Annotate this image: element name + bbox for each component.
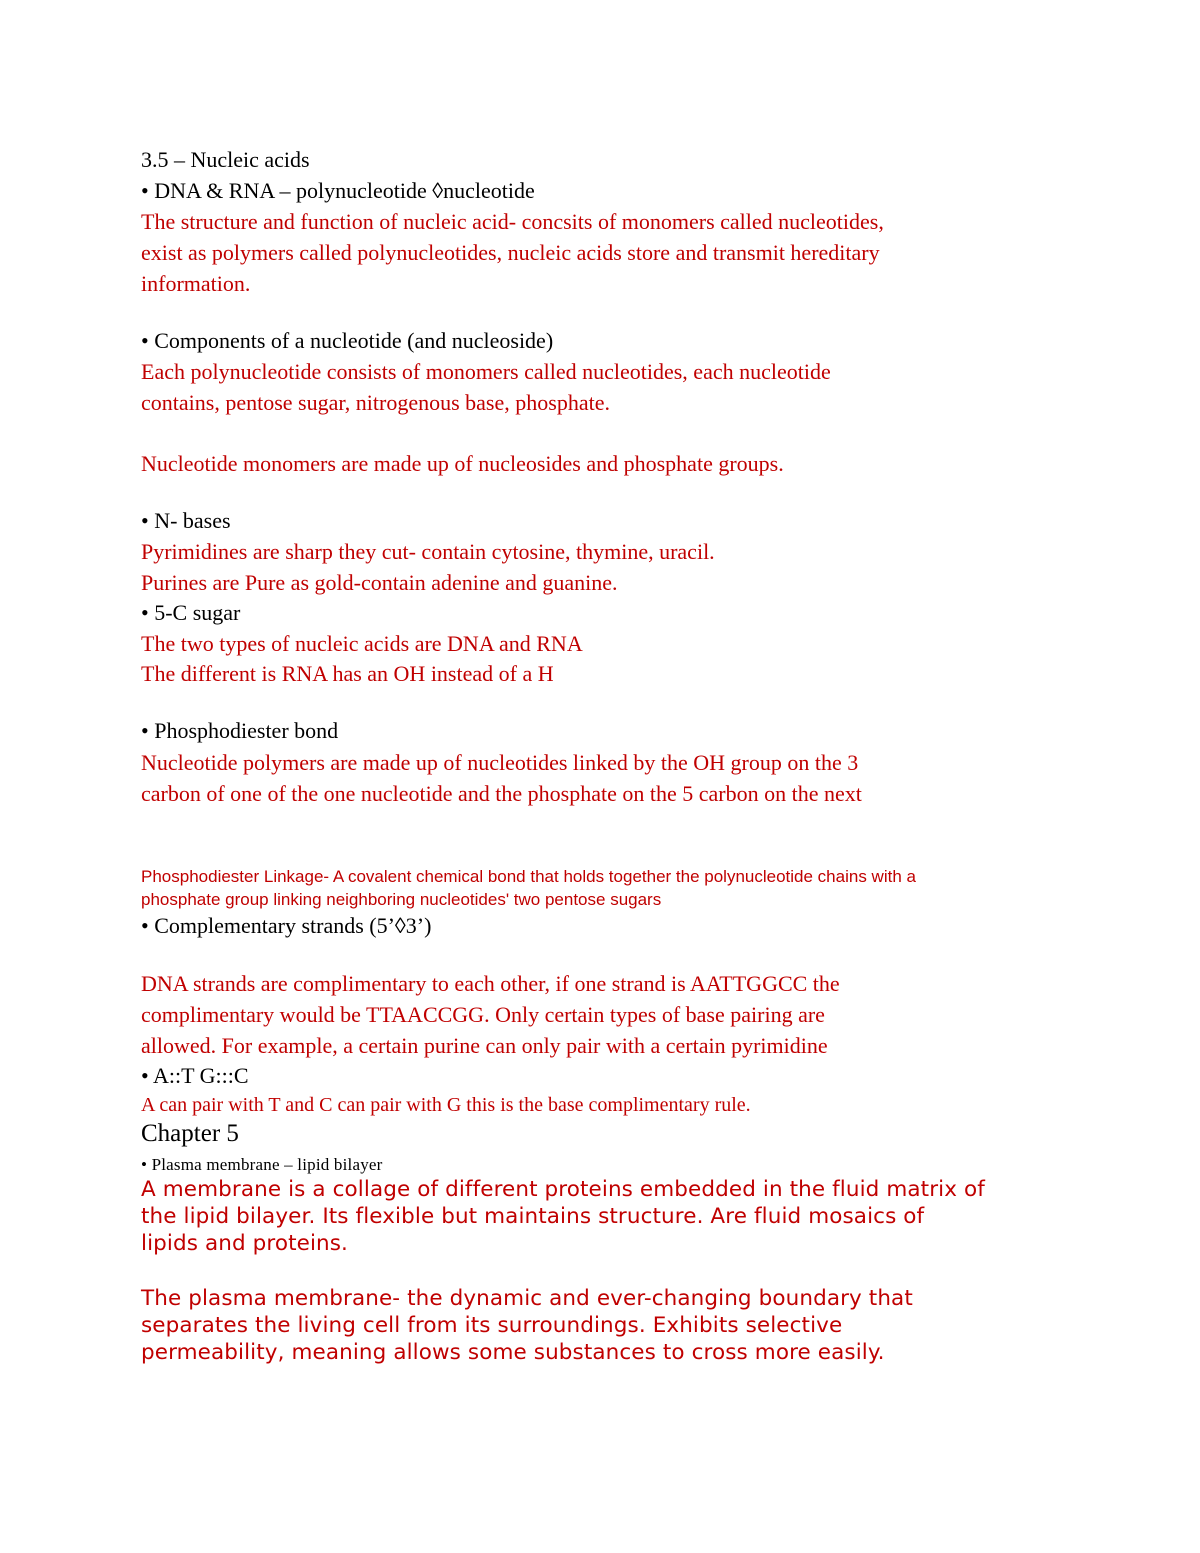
bullet-n-bases: • N- bases <box>141 508 231 533</box>
plasma-line: The plasma membrane- the dynamic and ever-changing boundary that <box>141 1286 913 1311</box>
structure-function-line: exist as polymers called polynucleotides, nucleic acids store and transmit hereditary <box>141 240 880 265</box>
complementary-line: DNA strands are complimentary to each other, if one strand is AATTGGCC the <box>141 971 840 996</box>
bullet-sugar: • 5-C sugar <box>141 600 241 625</box>
plasma-line: separates the living cell from its surroundings. Exhibits selective <box>141 1313 843 1338</box>
linkage-line: phosphate group linking neighboring nucleotides' two pentose sugars <box>141 890 662 909</box>
chapter-title: Chapter 5 <box>141 1120 239 1147</box>
n-bases-line: Pyrimidines are sharp they cut- contain cytosine, thymine, uracil. <box>141 539 715 564</box>
structure-function-line: The structure and function of nucleic acid- concsits of monomers called nucleotides, <box>141 209 884 234</box>
linkage-line: Phosphodiester Linkage- A covalent chemical bond that holds together the polynucleotide chains with a <box>141 867 916 886</box>
bullet-complementary: • Complementary strands (5’◊3’) <box>141 913 432 938</box>
monomers-line: Nucleotide monomers are made up of nucleosides and phosphate groups. <box>141 451 784 476</box>
bullet-pairs: • A::T G:::C <box>141 1063 249 1088</box>
sugar-line: The different is RNA has an OH instead of a H <box>141 661 554 686</box>
bullet-phosphodiester: • Phosphodiester bond <box>141 718 339 743</box>
sugar-line: The two types of nucleic acids are DNA and RNA <box>141 631 583 656</box>
bullet-components: • Components of a nucleotide (and nucleoside) <box>141 328 554 353</box>
membrane-line: lipids and proteins. <box>141 1231 348 1256</box>
bullet-dna-rna: • DNA & RNA – polynucleotide ◊nucleotide <box>141 178 535 203</box>
n-bases-line: Purines are Pure as gold-contain adenine and guanine. <box>141 570 618 595</box>
membrane-line: the lipid bilayer. Its flexible but maintains structure. Are fluid mosaics of <box>141 1204 925 1229</box>
components-line: contains, pentose sugar, nitrogenous base, phosphate. <box>141 390 610 415</box>
phosphodiester-line: carbon of one of the one nucleotide and the phosphate on the 5 carbon on the next <box>141 781 862 806</box>
complementary-line: complimentary would be TTAACCGG. Only certain types of base pairing are <box>141 1002 825 1027</box>
pairs-line: A can pair with T and C can pair with G this is the base complimentary rule. <box>141 1094 751 1116</box>
structure-function-line: information. <box>141 271 251 296</box>
phosphodiester-line: Nucleotide polymers are made up of nucleotides linked by the OH group on the 3 <box>141 750 859 775</box>
plasma-line: permeability, meaning allows some substances to cross more easily. <box>141 1340 885 1365</box>
complementary-line: allowed. For example, a certain purine can only pair with a certain pyrimidine <box>141 1033 828 1058</box>
section-title: 3.5 – Nucleic acids <box>141 147 310 172</box>
membrane-line: A membrane is a collage of different proteins embedded in the fluid matrix of <box>141 1177 985 1202</box>
components-line: Each polynucleotide consists of monomers called nucleotides, each nucleotide <box>141 359 831 384</box>
bullet-plasma: • Plasma membrane – lipid bilayer <box>141 1155 383 1174</box>
